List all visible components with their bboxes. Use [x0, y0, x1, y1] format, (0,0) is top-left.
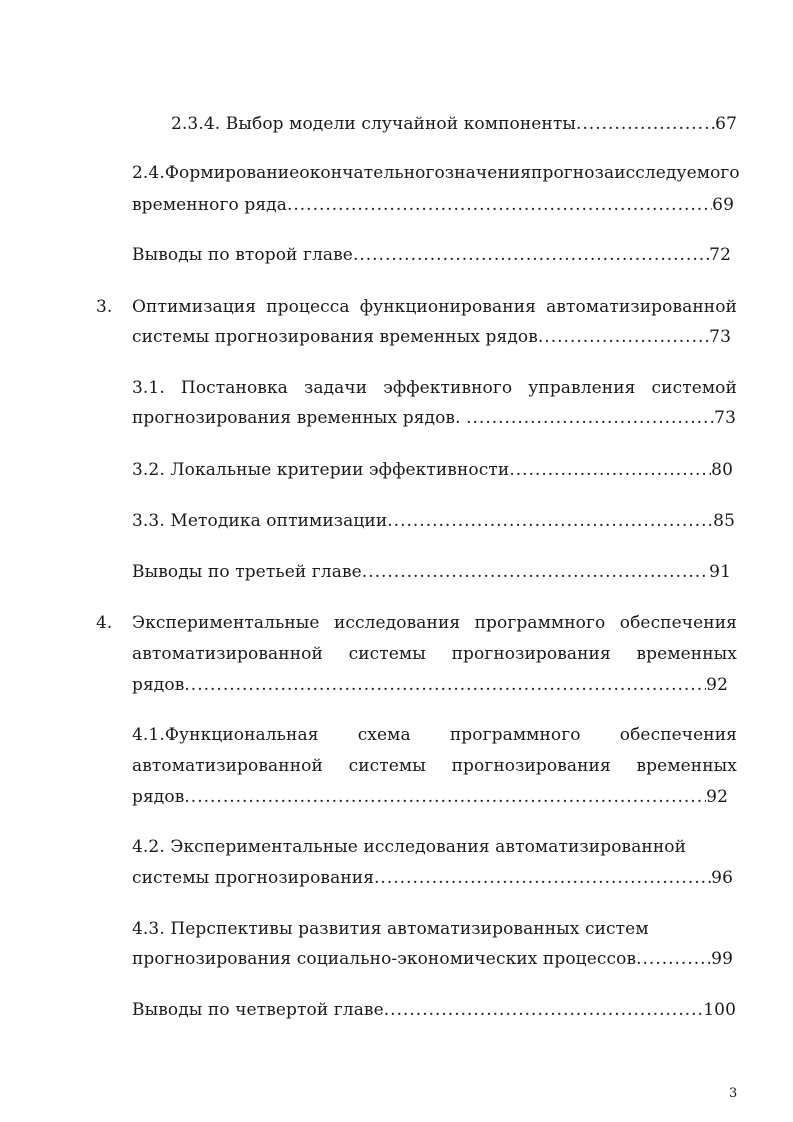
toc-entry-4-3-line2: [132, 948, 733, 970]
toc-entry-title: Выводы по четвертой главе: [132, 1000, 384, 1020]
toc-entry-title: рядов: [132, 787, 185, 807]
word: значения: [444, 163, 532, 183]
toc-entry-title: прогнозирования социально-экономических процессов: [132, 949, 637, 969]
toc-page-number: 73: [709, 327, 731, 347]
word: системы: [348, 756, 426, 776]
toc-entry-3-2: [132, 459, 733, 481]
toc-page-number: 73: [714, 408, 736, 428]
toc-entry-title: системы прогнозирования: [132, 868, 375, 888]
toc-chapter-4-line2: [132, 643, 737, 665]
toc-entry-title: Выводы по второй главе: [132, 245, 353, 265]
toc-entry-4-1-line1: [132, 724, 737, 746]
toc-entry-2-3-4: [171, 113, 737, 135]
toc-entry-2-4-line1: [132, 162, 740, 184]
toc-entry-title: системы прогнозирования временных рядов: [132, 327, 538, 347]
toc-entry-4-3-line1: 4.3. Перспективы развития автоматизированных систем: [132, 919, 649, 939]
leader-dots: [184, 674, 706, 696]
word: 4.1.Функциональная: [132, 725, 319, 745]
leader-dots: [374, 867, 711, 889]
chapter-number: 3.: [96, 297, 113, 317]
toc-chapter-4-line1: [132, 612, 737, 634]
word: окончательного: [299, 163, 445, 183]
toc-entry-title: прогнозирования временных рядов.: [132, 408, 467, 428]
word: автоматизированной: [546, 297, 737, 317]
toc-entry-2-4-line2: [132, 194, 734, 216]
toc-entry-4-1-line2: [132, 755, 737, 777]
word: прогнозирования: [451, 756, 611, 776]
word: автоматизированной: [132, 756, 323, 776]
page-number: 3: [729, 1086, 738, 1101]
word: прогноза: [531, 163, 615, 183]
word: исследования: [333, 613, 461, 633]
toc-entry-conclusions-3: [132, 561, 731, 583]
word: Формирование: [164, 163, 300, 183]
leader-dots: [466, 407, 714, 429]
leader-dots: [636, 948, 711, 970]
leader-dots: [387, 510, 713, 532]
word: эффективного: [383, 378, 513, 398]
word: обеспечения: [619, 613, 737, 633]
toc-entry-3-1-line1: [132, 377, 737, 399]
toc-page-number: 69: [712, 195, 734, 215]
toc-page-number: 85: [713, 511, 735, 531]
toc-entry-4-2-line1: 4.2. Экспериментальные исследования автоматизированной: [132, 837, 687, 857]
word: прогнозирования: [451, 644, 611, 664]
word: автоматизированной: [132, 644, 323, 664]
word: исследуемого: [614, 163, 740, 183]
toc-chapter-3-line1: [132, 296, 737, 318]
word: временных: [636, 756, 737, 776]
leader-dots: [353, 244, 709, 266]
toc-entry-conclusions-4: [132, 999, 736, 1021]
word: 2.4.: [132, 163, 165, 183]
toc-page-number: 91: [709, 562, 731, 582]
word: функционирования: [359, 297, 536, 317]
toc-entry-title: 3.2. Локальные критерии эффективности: [132, 460, 510, 480]
word: 3.1.: [132, 378, 165, 398]
word: Оптимизация: [132, 297, 257, 317]
word: системы: [348, 644, 426, 664]
toc-entry-3-3: [132, 510, 735, 532]
toc-entry-title: Выводы по третьей главе: [132, 562, 362, 582]
word: программного: [474, 613, 606, 633]
toc-page-number: 96: [711, 868, 733, 888]
word: схема: [357, 725, 411, 745]
toc-chapter-3-line2: [132, 326, 731, 348]
word: обеспечения: [619, 725, 737, 745]
toc-page-number: 80: [711, 460, 733, 480]
leader-dots: [184, 786, 706, 808]
toc-entry-4-2-line2: [132, 867, 733, 889]
toc-page-number: 67: [715, 114, 737, 134]
toc-entry-3-1-line2: [132, 407, 736, 429]
leader-dots: [538, 326, 709, 348]
word: Экспериментальные: [132, 613, 320, 633]
word: программного: [449, 725, 581, 745]
leader-dots: [362, 561, 709, 583]
toc-entry-conclusions-2: [132, 244, 731, 266]
toc-page-number: 72: [709, 245, 731, 265]
leader-dots: [287, 194, 712, 216]
toc-page-number: 99: [711, 949, 733, 969]
toc-entry-title: 3.3. Методика оптимизации: [132, 511, 388, 531]
word: задачи: [303, 378, 368, 398]
leader-dots: [576, 113, 715, 135]
word: процесса: [266, 297, 350, 317]
word: Постановка: [180, 378, 288, 398]
toc-entry-title: временного ряда: [132, 195, 287, 215]
toc-page-number: 92: [706, 787, 728, 807]
leader-dots: [509, 459, 711, 481]
word: системой: [651, 378, 737, 398]
toc-entry-4-1-line3: [132, 786, 728, 808]
word: временных: [636, 644, 737, 664]
toc-entry-title: рядов: [132, 675, 185, 695]
toc-page-number: 92: [706, 675, 728, 695]
leader-dots: [384, 999, 703, 1021]
toc-chapter-4-line3: [132, 674, 728, 696]
chapter-number: 4.: [96, 613, 113, 633]
toc-page-number: 100: [703, 1000, 736, 1020]
toc-entry-title: 2.3.4. Выбор модели случайной компоненты: [171, 114, 576, 134]
word: управления: [528, 378, 636, 398]
